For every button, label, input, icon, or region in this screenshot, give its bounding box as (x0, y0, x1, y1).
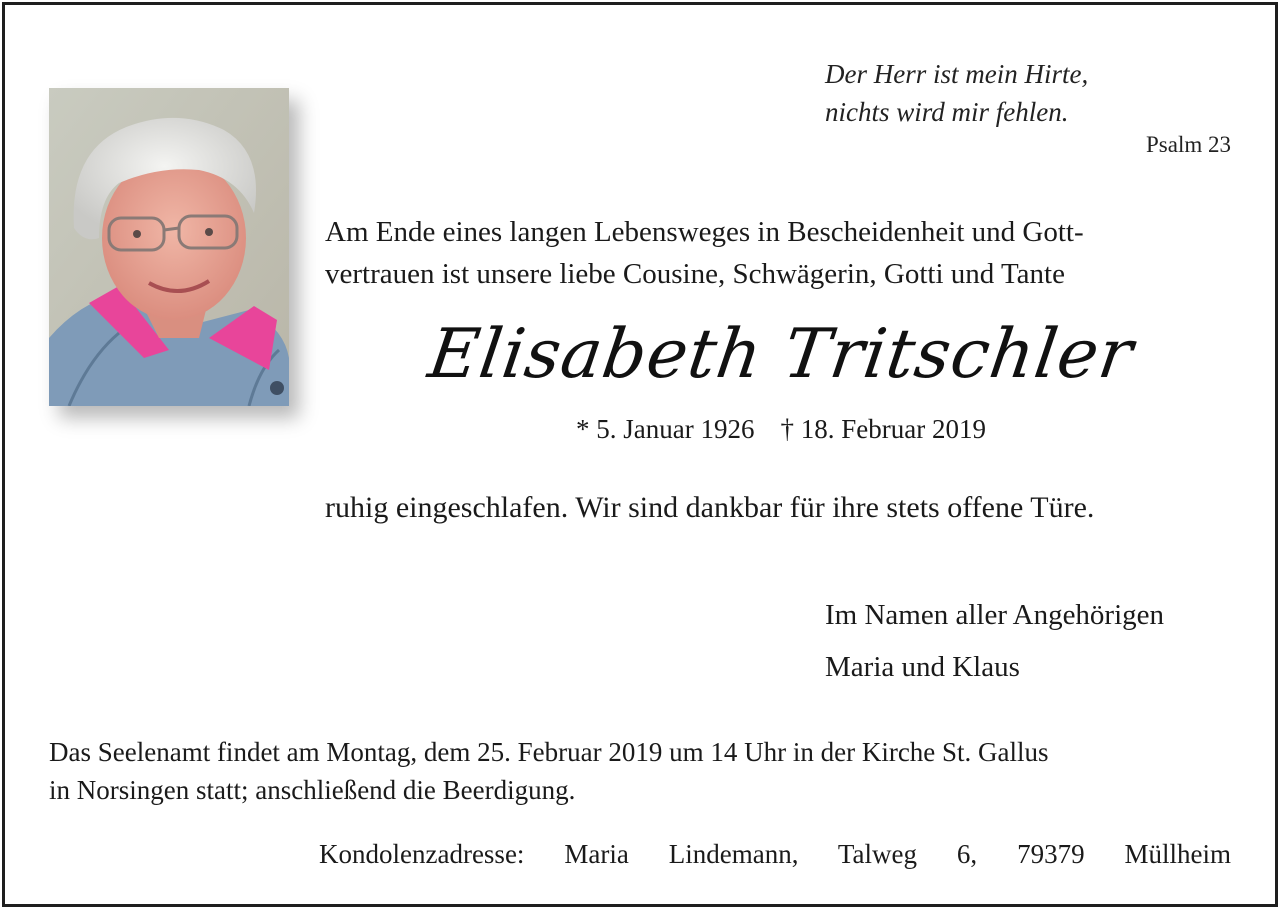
condolence-address: Kondolenzadresse: Maria Lindemann, Talweg 6, 79379 Müllheim (319, 839, 1231, 869)
obituary-card (2, 2, 1278, 907)
psalm-line-1: Der Herr ist mein Hirte, (825, 59, 1089, 89)
service-info (49, 733, 1239, 809)
intro-line-2: vertrauen ist unsere liebe Cousine, Schwägerin, Gotti und Tante (325, 258, 1065, 290)
closing-text: ruhig eingeschlafen. Wir sind dankbar für ihre stets offene Türe. (325, 491, 1095, 524)
portrait-photo (49, 88, 289, 406)
birth-date: * 5. Januar 1926 (576, 414, 755, 444)
death-date: † 18. Februar 2019 (780, 414, 986, 444)
signature (825, 589, 1164, 693)
life-dates (325, 414, 1237, 445)
signature-line-2: Maria und Klaus (825, 651, 1020, 683)
signature-line-1: Im Namen aller Angehörigen (825, 599, 1165, 631)
service-line-2: in Norsingen statt; anschließend die Beerdigung. (49, 775, 576, 805)
intro-line-1: Am Ende eines langen Lebensweges in Bescheidenheit und Gott- (325, 216, 1084, 248)
service-line-1: Das Seelenamt findet am Montag, dem 25. Februar 2019 um 14 Uhr in der Kirche St. Gallus (49, 737, 1049, 767)
psalm-reference: Psalm 23 (1146, 132, 1231, 157)
intro-text (325, 211, 1237, 295)
deceased-name: Elisabeth Tritschler (423, 315, 1139, 394)
psalm-verse (825, 55, 1088, 131)
psalm-line-2: nichts wird mir fehlen. (825, 97, 1069, 127)
